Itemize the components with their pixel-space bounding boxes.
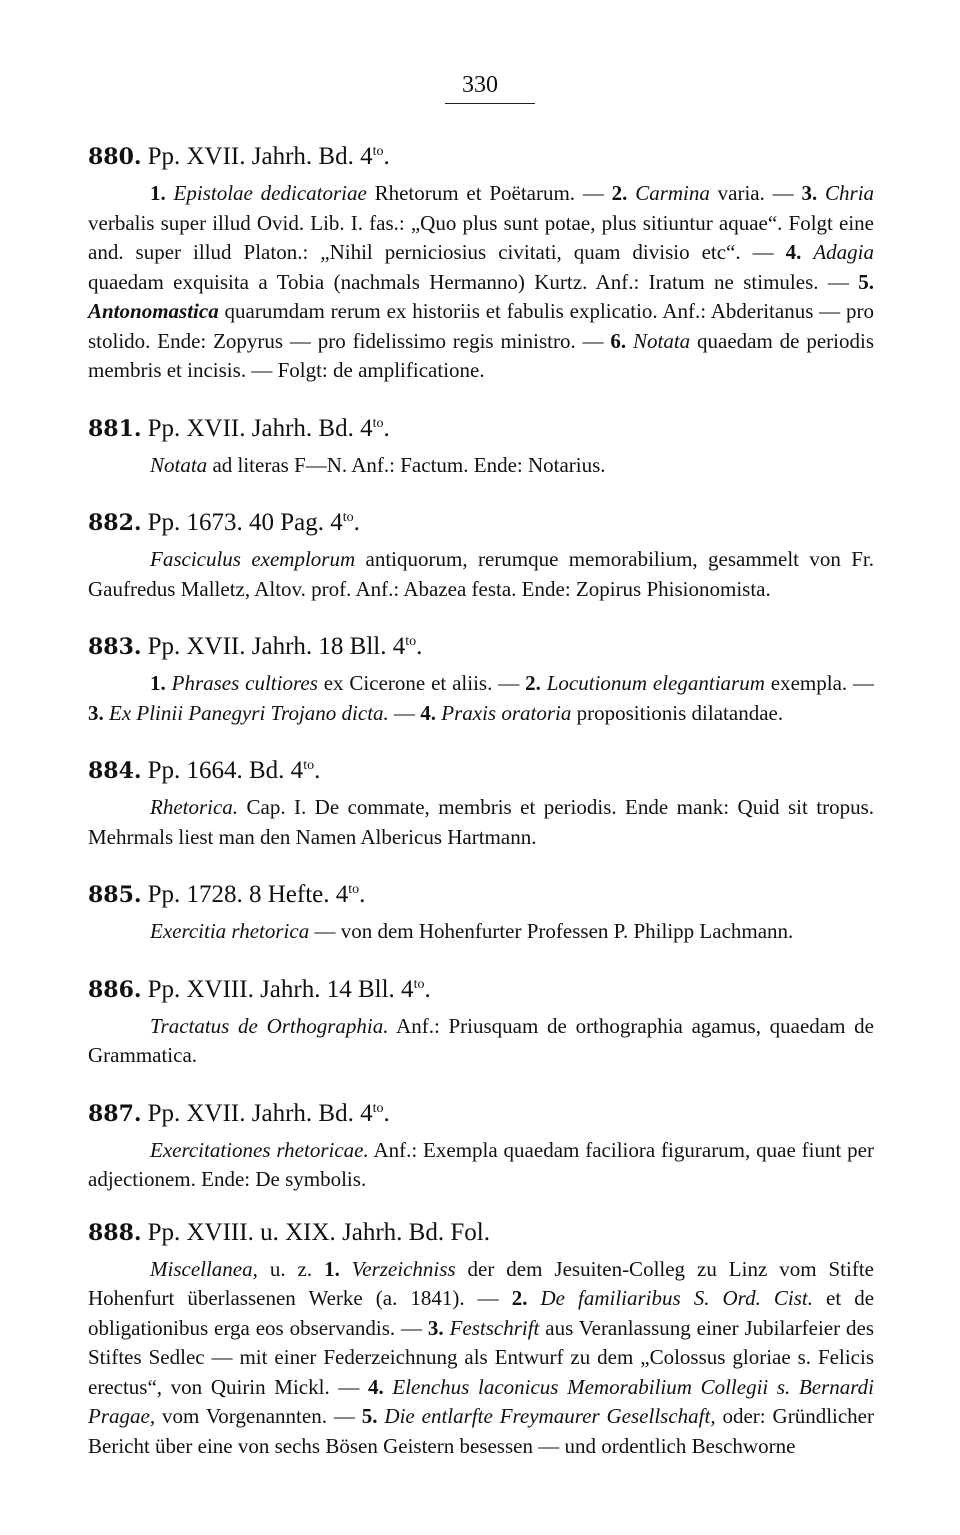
entry-gap [88, 852, 874, 874]
entry-paragraph [88, 451, 874, 481]
header-period: . [383, 1099, 390, 1127]
entry-text: quaedam exquisita a Tobia (nachmals Hermanno) Kurtz. Anf.: Iratum ne stimules. — [88, 269, 859, 294]
entry-text: Anf.: Exempla quaedam faciliora figurarum, quae fiunt per adjectionem. Ende: De symbolis. [88, 1137, 874, 1191]
format-superscript: to [342, 510, 354, 525]
item-number: 1. [324, 1256, 340, 1281]
entry-text: propositionis dilatandae. [571, 700, 784, 725]
entry-number: 885. [88, 882, 142, 908]
entry-gap [88, 728, 874, 750]
entry-text: Cap. I. De commate, membris et periodis. Ende mank: Quid sit tropus. Mehrmals liest man den Namen Albericus Hartmann. [88, 795, 874, 849]
work-title: Miscellanea, [150, 1256, 258, 1281]
entry-description [88, 1012, 874, 1071]
page-number-rule [445, 103, 535, 104]
entry-text: et de obligationibus erga eos observandis. — [88, 1286, 875, 1340]
work-title: Notata [633, 328, 691, 353]
item-number: 4. [785, 240, 802, 264]
header-period: . [353, 509, 360, 536]
entry-paragraph [88, 917, 874, 947]
entry-shelf-description: Pp. XVII. Jahrh. Bd. 4 [147, 1099, 373, 1127]
item-number: 4. [367, 1374, 384, 1399]
entry-gap [88, 480, 874, 502]
entry-text: Rhetorum et Poëtarum. — [366, 181, 612, 205]
work-title: De familiaribus S. Ord. Cist. [540, 1286, 813, 1310]
item-number: 3. [427, 1315, 444, 1340]
item-number: 2. [611, 181, 628, 205]
entry-shelf-description: Pp. 1673. 40 Pag. 4 [147, 509, 343, 536]
item-number: 4. [420, 700, 437, 725]
entry-number: 884. [88, 758, 142, 784]
item-number: 1. [150, 671, 166, 695]
entry-description [88, 669, 874, 728]
work-title: Exercitationes rhetoricae. [150, 1137, 369, 1162]
catalog-entry [88, 408, 874, 481]
item-number: 1. [150, 181, 166, 205]
entry-text [817, 181, 825, 205]
entry-text [801, 240, 813, 264]
entry-text: exempla. — [764, 671, 874, 695]
work-title: Antonomastica [88, 299, 219, 323]
work-title: Carmina [635, 181, 710, 205]
page-number: 330 [462, 72, 498, 98]
entry-description [88, 545, 874, 604]
work-title: Rhetorica. [150, 795, 239, 819]
entry-header [88, 1217, 874, 1249]
entry-text [527, 1286, 540, 1310]
entry-gap [88, 947, 874, 969]
format-superscript: to [372, 144, 384, 159]
work-title: Epistolae dedicatoriae [173, 181, 367, 205]
item-number: 2. [525, 671, 541, 695]
format-superscript: to [372, 415, 384, 431]
entry-text [340, 1257, 352, 1281]
catalog-entry [88, 136, 874, 386]
work-title: Locutionum elegantiarum [546, 671, 765, 695]
entry-text: aus Veranlassung einer Jubilarfeier des Stiftes Sedlec — mit einer Federzeichnung als Entwurf zu dem „Colossus gloriae s. Felicis erectus“, von Quirin Mickl. — [88, 1315, 874, 1399]
entry-text: oder: Gründlicher Bericht über eine von sechs Bösen Geistern besessen — und ordentlich Beschworne [88, 1404, 874, 1458]
header-period: . [416, 633, 423, 660]
entry-shelf-description: Pp. 1728. 8 Hefte. 4 [147, 881, 349, 908]
entry-text: quarumdam rerum ex historiis et fabulis explicatio. Anf.: Abderitanus — pro stolido. Ende: Zopyrus — pro fidelissimo regis ministro. — [88, 299, 874, 353]
entry-text: u. z. [257, 1256, 325, 1281]
entry-gap [88, 1195, 874, 1217]
catalog-entry [88, 969, 874, 1071]
item-number: 6. [610, 328, 627, 353]
entry-description [88, 793, 874, 852]
entry-text: Anf.: Priusquam de orthographia agamus, quaedam de Grammatica. [88, 1013, 874, 1067]
entry-description [88, 451, 874, 481]
work-title: Praxis oratoria [441, 700, 572, 725]
work-title: Phrases cultiores [171, 671, 318, 695]
work-title: Die entlarfte Freymaurer Gesellschaft, [384, 1404, 716, 1428]
entry-shelf-description: Pp. XVII. Jahrh. Bd. 4 [147, 414, 373, 442]
entry-number: 888. [88, 1219, 142, 1246]
entry-description [88, 1255, 874, 1462]
entry-paragraph [88, 1255, 874, 1462]
work-title: Chria [825, 181, 875, 205]
entry-number: 886. [88, 976, 142, 1003]
entry-shelf-description: Pp. XVIII. Jahrh. 14 Bll. 4 [147, 975, 414, 1003]
entry-number: 882. [88, 510, 142, 536]
entry-text [626, 329, 633, 353]
entry-header [88, 502, 874, 539]
entry-description [88, 917, 874, 947]
entry-paragraph [88, 793, 874, 852]
entry-text: — [388, 700, 421, 725]
format-superscript: to [303, 758, 315, 773]
entry-number: 887. [88, 1100, 142, 1127]
catalog-entry [88, 874, 874, 947]
entry-text: — von dem Hohenfurter Professen P. Philipp Lachmann. [309, 919, 794, 943]
entry-number: 881. [88, 415, 142, 442]
entry-text: der dem Jesuiten-Colleg zu Linz vom Stifte Hohenfurt überlassenen Werke (a. 1841). — [88, 1256, 874, 1310]
work-title: Festschrift [449, 1315, 540, 1340]
entry-header [88, 626, 874, 663]
entry-paragraph [88, 1136, 874, 1195]
item-number: 5. [361, 1404, 378, 1428]
work-title: Tractatus de Orthographia. [150, 1013, 389, 1038]
entry-header [88, 136, 874, 173]
entry-header [88, 969, 874, 1006]
entry-paragraph [88, 179, 874, 386]
catalog-content [88, 136, 874, 1461]
entry-shelf-description: Pp. XVIII. u. XIX. Jahrh. Bd. Fol. [147, 1218, 490, 1246]
header-period: . [359, 881, 366, 908]
catalog-entry [88, 1217, 874, 1462]
entry-gap [88, 604, 874, 626]
catalog-entry [88, 626, 874, 728]
header-period: . [314, 757, 321, 784]
entry-text: ex Cicerone et aliis. — [317, 671, 526, 695]
format-superscript: to [413, 976, 425, 992]
entry-paragraph [88, 545, 874, 604]
entry-text: verbalis super illud Ovid. Lib. I. fas.: „Quo plus sunt potae, plus sitiuntur aquae“. Folgt eine and. super illud Platon.: „Nihil perniciosius civitati, quam divisio etc“. — [88, 210, 874, 264]
header-period: . [424, 975, 431, 1003]
work-title: Elenchus laconicus Memorabilium Collegii s. Bernardi Pragae, [88, 1374, 874, 1428]
entry-text: antiquorum, rerumque memorabilium, gesammelt von Fr. Gaufredus Malletz, Altov. prof. Anf.: Abazea festa. Ende: Zopirus Phisionomista. [88, 547, 874, 601]
entry-header [88, 874, 874, 911]
work-title: Ex Plinii Panegyri Trojano dicta. [109, 700, 389, 725]
entry-header [88, 1093, 874, 1130]
header-period: . [383, 143, 390, 170]
format-superscript: to [372, 1100, 384, 1116]
entry-description [88, 179, 874, 386]
item-number: 3. [88, 700, 104, 725]
header-period: . [383, 414, 390, 442]
entry-text: varia. — [709, 181, 802, 205]
item-number: 2. [511, 1286, 528, 1310]
entry-shelf-description: Pp. XVII. Jahrh. Bd. 4 [147, 143, 373, 170]
work-title: Notata [150, 452, 208, 477]
work-title: Fasciculus exemplorum [150, 547, 356, 571]
catalog-entry [88, 750, 874, 852]
catalog-entry [88, 1093, 874, 1195]
entry-text: vom Vorgenannten. — [155, 1404, 362, 1428]
item-number: 5. [858, 269, 874, 294]
entry-gap [88, 386, 874, 408]
entry-header [88, 408, 874, 445]
entry-description [88, 1136, 874, 1195]
entry-header [88, 750, 874, 787]
entry-text: quaedam de periodis membris et incisis. — Folgt: de amplificatione. [88, 328, 874, 382]
work-title: Adagia [813, 240, 875, 264]
item-number: 3. [801, 181, 818, 205]
entry-shelf-description: Pp. 1664. Bd. 4 [147, 757, 304, 784]
work-title: Verzeichniss [351, 1256, 456, 1281]
format-superscript: to [405, 634, 417, 649]
entry-paragraph [88, 669, 874, 728]
catalog-entry [88, 502, 874, 604]
entry-text: ad literas F—N. Anf.: Factum. Ende: Notarius. [207, 452, 606, 477]
work-title: Exercitia rhetorica [150, 919, 310, 943]
entry-shelf-description: Pp. XVII. Jahrh. 18 Bll. 4 [147, 633, 406, 660]
format-superscript: to [348, 882, 360, 897]
entry-gap [88, 1071, 874, 1093]
entry-number: 883. [88, 634, 142, 660]
entry-text [166, 181, 174, 205]
entry-number: 880. [88, 144, 142, 170]
entry-paragraph [88, 1012, 874, 1071]
